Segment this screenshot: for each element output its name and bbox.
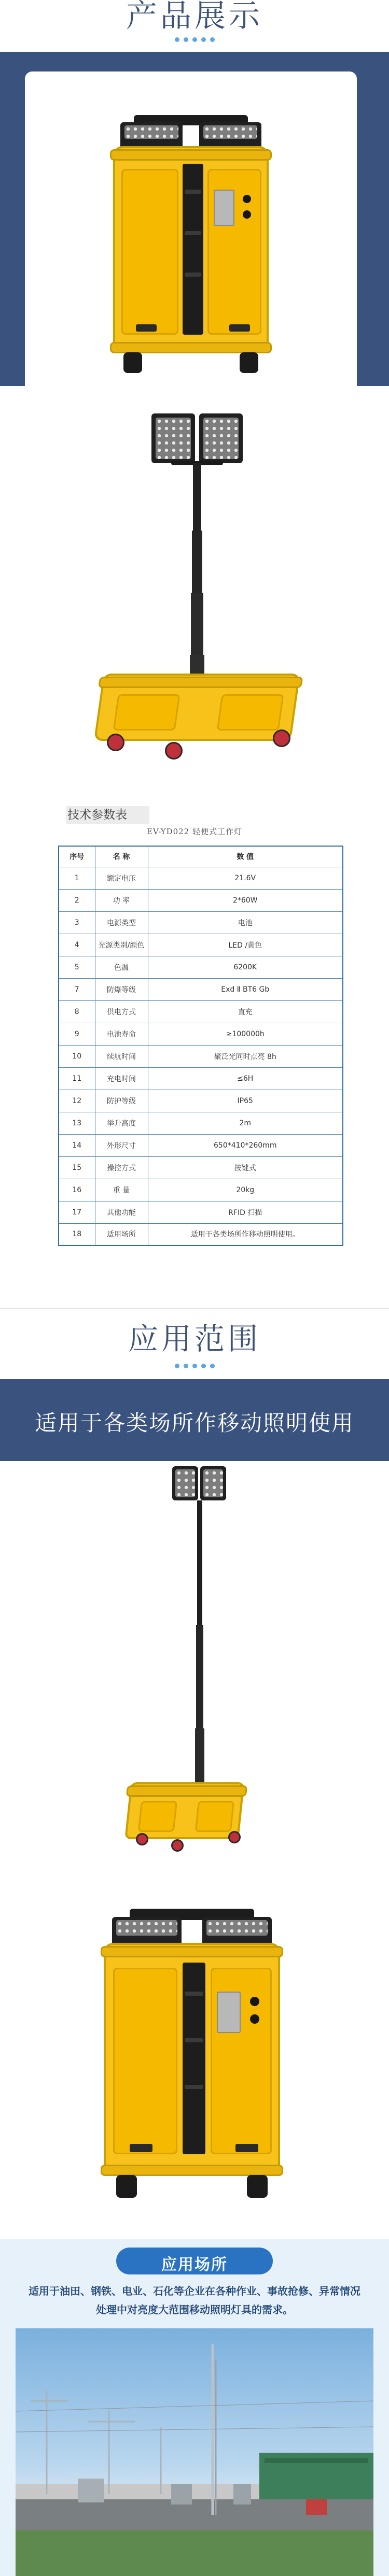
spec-table-body	[59, 867, 343, 1246]
spec-table-row	[59, 1223, 343, 1246]
spec-heading: 技术参数表	[66, 806, 149, 824]
spec-cell-name: 防护等级	[95, 1090, 148, 1112]
spec-cell-name: 防爆等级	[95, 978, 148, 1000]
spec-cell-name: 色温	[95, 956, 148, 978]
spec-cell-name: 功 率	[95, 889, 148, 911]
spec-cell-name: 光源类别/颜色	[95, 934, 148, 956]
spec-cell-index: 9	[59, 1023, 95, 1045]
spec-cell-value: 电池	[148, 911, 343, 934]
spec-cell-name: 重 量	[95, 1179, 148, 1201]
spec-cell-index: 7	[59, 978, 95, 1000]
spec-cell-index: 5	[59, 956, 95, 978]
spec-cell-value: LED /黄色	[148, 934, 343, 956]
spec-cell-name: 其他功能	[95, 1201, 148, 1223]
spec-cell-index: 17	[59, 1201, 95, 1223]
spec-cell-name: 电源类型	[95, 911, 148, 934]
spec-cell-name: 续航时间	[95, 1045, 148, 1067]
spec-cell-name: 操控方式	[95, 1156, 148, 1179]
spec-cell-index: 16	[59, 1179, 95, 1201]
spec-table-row	[59, 978, 343, 1000]
spec-cell-index: 4	[59, 934, 95, 956]
product-photo-card	[25, 71, 357, 393]
closed-case-image	[113, 118, 269, 377]
spec-cell-name: 适用场所	[95, 1223, 148, 1246]
spec-cell-value: 聚泛光同时点亮 8h	[148, 1045, 343, 1067]
column-header-index: 序号	[59, 846, 95, 867]
spec-cell-index: 3	[59, 911, 95, 934]
spec-cell-name: 充电时间	[95, 1067, 148, 1090]
application-scope-title: 应用范围	[128, 1321, 261, 1356]
spec-subtitle: EV-YD022 轻便式工作灯	[146, 827, 243, 836]
spec-table-header-row	[59, 846, 343, 867]
product-display-title: 产品展示	[126, 0, 263, 34]
spec-table-row	[59, 1112, 343, 1134]
spec-table-row	[59, 867, 343, 889]
product-display-header	[0, 0, 389, 48]
application-scope-banner-text: 适用于各类场所作移动照明使用	[34, 1410, 354, 1436]
spec-table-row	[59, 1156, 343, 1179]
spec-cell-index: 10	[59, 1045, 95, 1067]
spec-cell-value: 适用于各类场所作移动照明使用。	[148, 1223, 343, 1246]
spec-cell-index: 14	[59, 1134, 95, 1156]
tall-mast-light-image	[0, 1461, 389, 1865]
title-dots-decoration	[0, 1361, 389, 1370]
spec-cell-value: ≤6H	[148, 1067, 343, 1090]
venue-header-pill	[116, 2248, 273, 2274]
spec-cell-value: ≥100000h	[148, 1023, 343, 1045]
spec-cell-value: 650*410*260mm	[148, 1134, 343, 1156]
spec-cell-index: 12	[59, 1090, 95, 1112]
deployed-light-image	[0, 404, 389, 767]
application-scope-banner	[0, 1379, 389, 1461]
spec-cell-index: 11	[59, 1067, 95, 1090]
spec-cell-name: 额定电压	[95, 867, 148, 889]
spec-table-row	[59, 956, 343, 978]
spec-cell-name: 电池寿命	[95, 1023, 148, 1045]
spec-cell-index: 2	[59, 889, 95, 911]
spec-cell-value: 按键式	[148, 1156, 343, 1179]
spec-table-row	[59, 1023, 343, 1045]
spec-cell-index: 8	[59, 1000, 95, 1023]
title-dots-decoration	[0, 34, 389, 44]
substation-illustration	[16, 2328, 373, 2576]
venue-header-text: 应用场所	[161, 2256, 228, 2274]
spec-cell-name: 供电方式	[95, 1000, 148, 1023]
application-scope-header	[0, 1308, 389, 1379]
spec-cell-value: Exd Ⅱ BT6 Gb	[148, 978, 343, 1000]
spec-table-row	[59, 1179, 343, 1201]
spec-cell-value: 2*60W	[148, 889, 343, 911]
substation-scene-image	[16, 2328, 373, 2576]
spec-table	[58, 846, 343, 1246]
spec-table-row	[59, 1067, 343, 1090]
spec-cell-index: 18	[59, 1223, 95, 1246]
spec-cell-index: 1	[59, 867, 95, 889]
spec-cell-value: 21.6V	[148, 867, 343, 889]
spec-table-row	[59, 889, 343, 911]
spec-table-row	[59, 1134, 343, 1156]
spec-cell-name: 举升高度	[95, 1112, 148, 1134]
venue-description: 适用于油田、钢铁、电业、石化等企业在各种作业、事故抢修、异常情况处理中对亮度大范围移动照明灯具的需求。	[29, 2285, 360, 2316]
spec-cell-name: 外形尺寸	[95, 1134, 148, 1156]
spec-cell-value: 直充	[148, 1000, 343, 1023]
spec-cell-value: 20kg	[148, 1179, 343, 1201]
spec-cell-index: 15	[59, 1156, 95, 1179]
spec-table-row	[59, 1045, 343, 1067]
spec-cell-value: RFID 扫描	[148, 1201, 343, 1223]
spec-cell-value: 6200K	[148, 956, 343, 978]
column-header-value: 数 值	[148, 846, 343, 867]
column-header-name: 名 称	[95, 846, 148, 867]
spec-cell-value: 2m	[148, 1112, 343, 1134]
spec-cell-value: IP65	[148, 1090, 343, 1112]
spec-table-row	[59, 934, 343, 956]
spec-cell-index: 13	[59, 1112, 95, 1134]
spec-table-row	[59, 1000, 343, 1023]
spec-table-row	[59, 911, 343, 934]
closed-case-image-2	[104, 1912, 280, 2202]
spec-table-row	[59, 1090, 343, 1112]
spec-table-row	[59, 1201, 343, 1223]
